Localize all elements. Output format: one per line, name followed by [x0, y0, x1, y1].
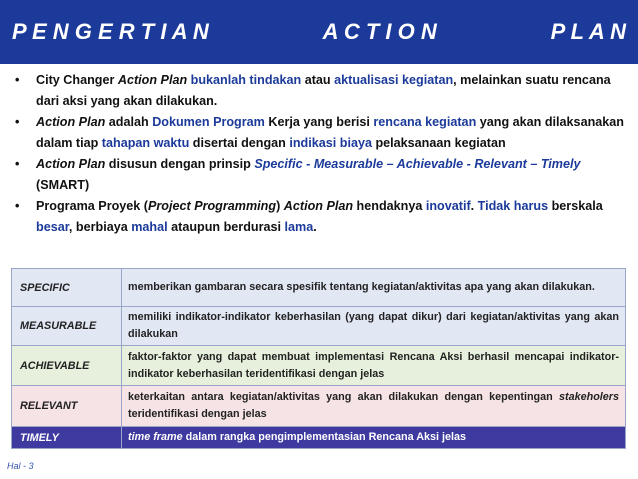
text-span: ataupun berdurasi [167, 219, 285, 234]
row-value: memiliki indikator-indikator keberhasilan (yang dapat dikur) dari kegiatan/aktivitas yang akan dilakukan [122, 307, 626, 346]
row-key: SPECIFIC [12, 269, 122, 307]
text-span: aktualisasi kegiatan [334, 73, 454, 87]
text-span: . [470, 199, 478, 213]
text-span: besar [36, 219, 69, 234]
text-span: . [313, 219, 317, 234]
smart-table [11, 268, 626, 449]
text-span: Action Plan [36, 115, 106, 129]
text-span: teridentifikasi dengan jelas [128, 408, 267, 420]
text-span: time frame [128, 431, 183, 443]
table-row [12, 269, 626, 307]
text-span: Programa Proyek ( [36, 199, 148, 213]
text-span: City Changer [36, 73, 118, 87]
title-word-action: A C T I O N [322, 19, 437, 44]
title-word-pengertian: P E N G E R T I A N [12, 19, 209, 44]
bullet-item-3 [12, 154, 630, 195]
text-span: Specific - Measurable – Achievable - Relevant – Timely [254, 157, 581, 171]
text-span: berskala [548, 199, 603, 213]
text-span: , berbiaya [68, 219, 132, 234]
slide-title [0, 0, 638, 64]
text-span: Action Plan [36, 157, 106, 171]
text-span: dalam rangka pengimplementasian Rencana Aksi jelas [182, 431, 467, 443]
page-number: Hal - 3 [7, 461, 34, 471]
text-span: rencana kegiatan [373, 115, 477, 129]
text-span: Kerja yang berisi [264, 115, 374, 129]
table-row [12, 346, 626, 386]
text-span: disusun dengan prinsip [105, 157, 255, 171]
text-span: indikasi biaya [289, 135, 372, 150]
bullet-item-2 [12, 112, 630, 153]
row-key: MEASURABLE [12, 307, 122, 346]
text-span: Dokumen Program [152, 115, 265, 129]
text-span: inovatif [425, 199, 471, 213]
row-value [122, 427, 626, 449]
text-span: keterkaitan antara kegiatan/aktivitas yang akan dilakukan dengan kepentingan [128, 391, 559, 403]
text-span: ) [276, 199, 284, 213]
text-span: atau [301, 73, 335, 87]
row-key: TIMELY [12, 427, 122, 449]
text-span: tahapan waktu [101, 135, 190, 150]
text-span: stakeholers [558, 391, 619, 403]
bullet-item-4 [12, 196, 630, 237]
text-span: lama [284, 219, 314, 234]
text-span: bukanlah tindakan [187, 73, 302, 87]
text-span: , melainkan suatu rencana dari aksi yang akan dilakukan. [36, 73, 611, 108]
text-span: Project Programming [148, 199, 277, 213]
row-key: RELEVANT [12, 386, 122, 427]
text-span: pelaksanaan kegiatan [371, 135, 506, 150]
text-span: adalah [105, 115, 153, 129]
text-span: yang akan dilaksanakan dalam tiap [36, 115, 624, 150]
text-span: hendaknya [353, 199, 426, 213]
table-row [12, 427, 626, 449]
row-value: faktor-faktor yang dapat membuat implementasi Rencana Aksi berhasil mencapai indikator-indikator keberhasilan teridentifikasi dengan jelas [122, 346, 626, 386]
bullet-list [12, 70, 630, 238]
title-word-plan: P L A N [550, 19, 626, 44]
text-span: disertai dengan [189, 135, 290, 150]
text-span: mahal [131, 219, 168, 234]
row-value [122, 386, 626, 427]
row-value: memberikan gambaran secara spesifik tentang kegiatan/aktivitas apa yang akan dilakukan. [122, 269, 626, 307]
text-span: Tidak harus [477, 199, 549, 213]
text-span: (SMART) [36, 177, 90, 192]
bullet-item-1 [12, 70, 630, 111]
table-row [12, 307, 626, 346]
row-key: ACHIEVABLE [12, 346, 122, 386]
text-span: Action Plan [283, 199, 354, 213]
table-row [12, 386, 626, 427]
text-span: Action Plan [117, 73, 188, 87]
